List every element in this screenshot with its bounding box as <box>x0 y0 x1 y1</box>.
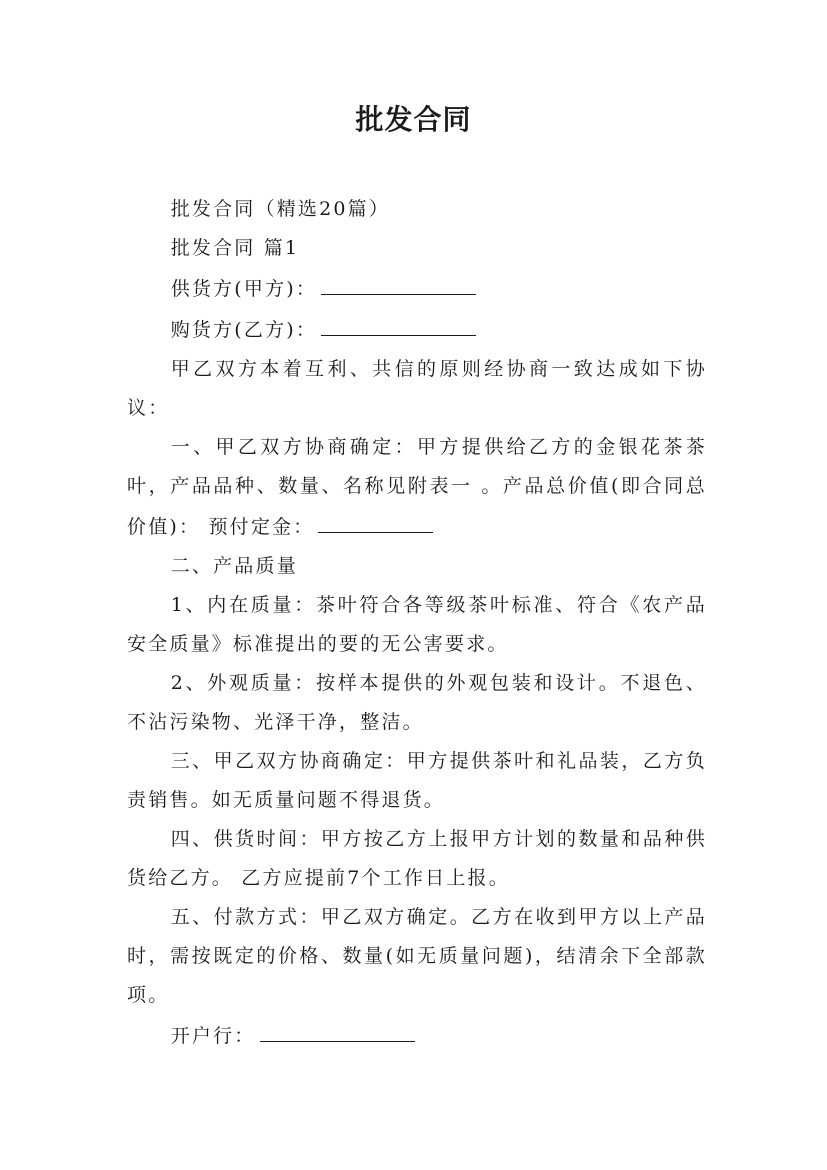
paragraph-text: 批发合同 篇1 <box>170 237 300 259</box>
paragraph-text: 甲乙双方本着互利、共信的原则经协商一致达成如下协议： <box>127 358 707 419</box>
paragraph-text: 一、甲乙双方协商确定：甲方提供给乙方的金银花茶茶叶，产品品种、数量、名称见附表一 。产品总价值(即合同总价值)： 预付定金： <box>127 436 707 538</box>
paragraph <box>127 742 707 820</box>
paragraph <box>127 1015 707 1056</box>
paragraph <box>127 820 707 898</box>
paragraph <box>127 664 707 742</box>
paragraph-text: 四、供货时间：甲方按乙方上报甲方计划的数量和品种供货给乙方。 乙方应提前7个工作日上报。 <box>127 828 707 889</box>
bank-label: 开户行： <box>170 1025 256 1047</box>
paragraph <box>127 898 707 1015</box>
document-body <box>127 190 707 1056</box>
section-heading: 二、产品质量 <box>170 555 298 577</box>
paragraph-text: 三、甲乙双方协商确定：甲方提供茶叶和礼品装，乙方负责销售。如无质量问题不得退货。 <box>127 750 707 811</box>
paragraph <box>127 229 707 268</box>
paragraph <box>127 350 707 428</box>
supplier-label: 供货方(甲方)： <box>170 278 318 300</box>
paragraph <box>127 586 707 664</box>
paragraph <box>127 190 707 229</box>
supplier-blank <box>321 268 476 295</box>
paragraph <box>127 309 707 350</box>
buyer-blank <box>321 309 476 336</box>
paragraph-text: 1、内在质量：茶叶符合各等级茶叶标准、符合《农产品安全质量》标准提出的要的无公害要求。 <box>127 594 707 655</box>
paragraph <box>127 428 707 547</box>
document-title: 批发合同 <box>355 103 472 136</box>
paragraph-text: 批发合同（精选20篇） <box>170 198 391 220</box>
deposit-blank <box>318 506 433 533</box>
bank-blank <box>260 1015 415 1042</box>
paragraph-text: 五、付款方式：甲乙双方确定。乙方在收到甲方以上产品时，需按既定的价格、数量(如无质量问题)，结清余下全部款项。 <box>127 906 707 1006</box>
buyer-label: 购货方(乙方)： <box>170 319 318 341</box>
paragraph <box>127 547 707 586</box>
paragraph <box>127 268 707 309</box>
paragraph-text: 2、外观质量：按样本提供的外观包装和设计。不退色、不沾污染物、光泽干净，整洁。 <box>127 672 707 733</box>
